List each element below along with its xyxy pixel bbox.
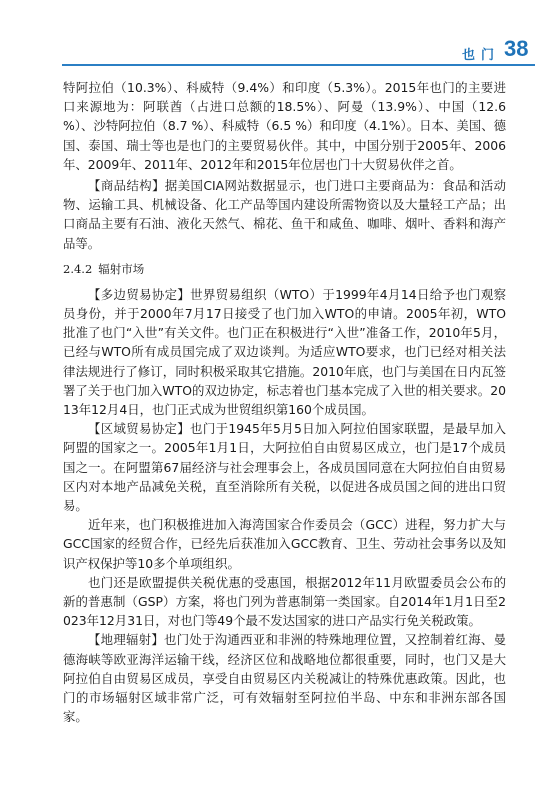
running-head: 也门	[461, 48, 500, 63]
paragraph-gcc: 近年来，也门积极推进加入海湾国家合作委员会（GCC）进程，努力扩大与GCC国家的经贸合作，已经先后获准加入GCC教育、卫生、劳动社会事务以及知识产权保护等10多个单项组织。	[63, 517, 506, 571]
paragraph-trade-partners: 特阿拉伯（10.3%）、科威特（9.4%）和印度（5.3%）。2015年也门的主要进口来源地为：阿联酋（占进口总额的18.5%）、阿曼（13.9%）、中国（12.6 %）、沙特阿拉伯（8.7 %）、科威特（6.5 %）和印度（4.1%）。日本、美国、德国、泰国、瑞士等也是也门的主要贸易伙伴。其中，中国分别于2005年、2006年、2009年、2011年、2012年和2015年位居也门十大贸易伙伴之首。	[63, 80, 506, 172]
page-number: 38	[504, 36, 529, 61]
paragraph-geographic-radiation: 【地理辐射】也门处于沟通西亚和非洲的特殊地理位置，又控制着红海、曼德海峡等欧亚海洋运输干线，经济区位和战略地位都很重要，同时，也门又是大阿拉伯自由贸易区成员，享受自由贸易区内关税减让的特殊优惠政策。因此，也门的市场辐射区域非常广泛，可有效辐射至阿拉伯半岛、中东和非洲东部各国家。	[63, 632, 506, 725]
page-body	[63, 78, 506, 727]
header-rule	[62, 64, 535, 66]
paragraph-commodity-structure: 【商品结构】据美国CIA网站数据显示，也门进口主要商品为：食品和活动物、运输工具、机械设备、化工产品等国内建设所需物资以及大量轻工产品；出口商品主要有石油、液化天然气、棉花、鱼干和咸鱼、咖啡、烟叶、香料和海产品等。	[63, 178, 506, 251]
section-number: 2.4.2	[63, 261, 93, 276]
section-heading	[63, 260, 506, 278]
section-title: 辐射市场	[98, 261, 145, 276]
paragraph-multilateral-agreement: 【多边贸易协定】世界贸易组织（WTO）于1999年4月14日给予也门观察员身份，并于2000年7月17日接受了也门加入WTO的申请。2005年初，WTO批准了也门“入世”有关文件。也门正在积极进行“入世”准备工作，2010年5月，已经与WTO所有成员国完成了双边谈判。为适应WTO要求，也门已经对相关法律法规进行了修订，同时积极采取其它措施。2010年底，也门与美国在日内瓦签署了关于也门加入WTO的双边协定，标志着也门基本完成了入世的相关要求。2013年12月4日，也门正式成为世贸组织第160个成员国。	[63, 286, 506, 418]
paragraph-eu-gsp: 也门还是欧盟提供关税优惠的受惠国，根据2012年11月欧盟委员会公布的新的普惠制（GSP）方案，将也门列为普惠制第一类国家。自2014年1月1日至2023年12月31日，对也门等49个最不发达国家的进口产品实行免关税政策。	[63, 574, 506, 629]
paragraph-regional-agreement: 【区域贸易协定】也门于1945年5月5日加入阿拉伯国家联盟，是最早加入阿盟的国家之一。2005年1月1日，大阿拉伯自由贸易区成立，也门是17个成员国之一。在阿盟第67届经济与社会理事会上，各成员国同意在大阿拉伯自由贸易区内对本地产品减免关税，直至消除所有关税，以促进各成员国之间的进出口贸易。	[63, 421, 506, 514]
